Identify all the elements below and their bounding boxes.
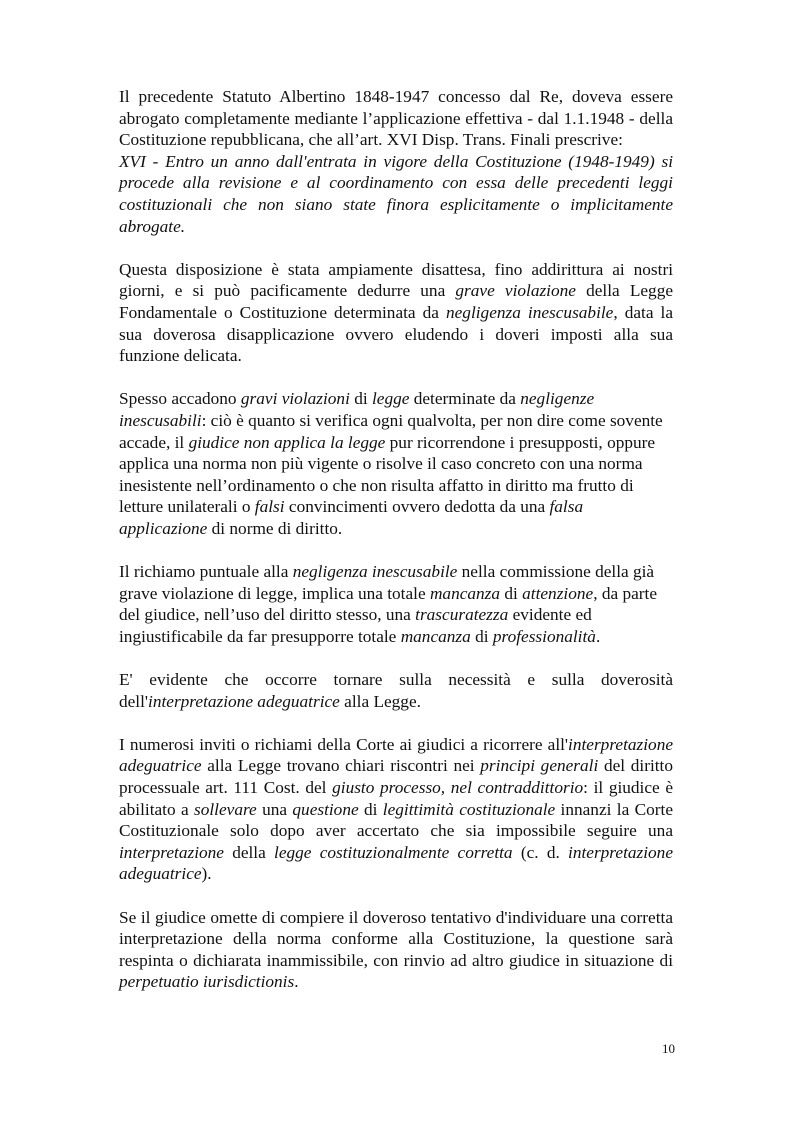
text-run: Spesso accadono xyxy=(119,389,241,409)
paragraph-gap xyxy=(119,712,673,734)
paragraph-4 xyxy=(119,388,673,539)
text-run: di xyxy=(349,389,372,409)
text-run: una xyxy=(256,799,293,819)
text-run: , data la sua doverosa disapplicazione ovvero eludendo i doveri imposti alla sua funzione delicata. xyxy=(119,302,674,366)
text-run: ). xyxy=(201,864,212,884)
text-run: E' evidente che occorre tornare sulla necessità e sulla doverosità dell' xyxy=(119,670,673,711)
italic-run: mancanza xyxy=(400,626,471,646)
text-run: di xyxy=(358,799,383,819)
italic-run: professionalità xyxy=(492,626,596,646)
italic-run: interpretazione adeguatrice xyxy=(119,734,673,776)
paragraph-7 xyxy=(119,734,673,885)
text-run: Il precedente Statuto Albertino 1848-1947 concesso dal Re, doveva essere abrogato completamente mediante l’applicazione effettiva - dal 1.1.1948 - della Costituzione repubblicana, che all’art. XVI Disp. Trans. Finali prescrive: xyxy=(119,87,673,150)
paragraph-6 xyxy=(119,669,673,712)
italic-run: falsa applicazione xyxy=(119,497,584,538)
text-run: nella commissione della già grave violazione di legge, implica una totale xyxy=(119,562,655,603)
italic-run: legge costituzionalmente corretta xyxy=(274,842,513,862)
text-run: Il richiamo puntuale alla xyxy=(119,562,293,582)
text-run: (c. d. xyxy=(512,842,569,862)
italic-run: negligenza inescusabile xyxy=(292,562,458,582)
text-run: convincimenti ovvero dedotta da una xyxy=(284,497,550,517)
text-run: . xyxy=(595,626,601,646)
italic-run: interpretazione adeguatrice xyxy=(148,691,340,711)
text-run: . xyxy=(294,972,299,992)
italic-run: principi generali xyxy=(480,756,599,776)
italic-run: sollevare xyxy=(194,799,257,819)
italic-run: trascuratezza xyxy=(415,605,509,625)
paragraph-gap xyxy=(119,885,673,907)
text-run: innanzi la Corte Costituzionale solo dopo aver accertato che sia impossibile seguire una xyxy=(119,799,673,841)
text-run: , da parte del giudice, nell’uso del diritto stesso, una xyxy=(119,583,657,625)
italic-run: interpretazione adeguatrice xyxy=(119,842,673,884)
paragraph-gap xyxy=(119,647,673,669)
italic-run: attenzione xyxy=(522,583,594,603)
text-run: determinate da xyxy=(409,389,521,409)
italic-run: grave violazione xyxy=(455,281,576,301)
text-run: Se il giudice omette di compiere il doveroso tentativo d'individuare una corretta interpretazione della norma conforme alla Costituzione, la questione sarà respinta o dichiarata inammissibile, con rinvio ad altro giudice in situazione di xyxy=(119,907,673,970)
text-run: pur ricorrendone i presupposti, oppure applica una norma non più vigente o risolve il caso concreto con una norma inesistente nell’ordinamento o che non risulta affatto in diritto ma frutto di letture unilaterali o xyxy=(119,432,656,517)
italic-run: questione xyxy=(292,799,359,819)
italic-run: giudice non applica la legge xyxy=(188,432,386,452)
text-run: Questa disposizione è stata ampiamente disattesa, fino addirittura ai nostri giorni, e si può pacificamente dedurre una xyxy=(119,259,673,301)
paragraph-gap xyxy=(119,237,673,259)
text-run: di norme di diritto. xyxy=(207,518,343,538)
text-run: alla Legge. xyxy=(339,691,421,711)
italic-run: gravi violazioni xyxy=(240,389,350,409)
italic-run: XVI - Entro un anno dall'entrata in vigore della Costituzione (1948-1949) si procede alla revisione e al coordinamento con essa delle precedenti leggi costituzionali che non siano state finora esplicitamente o implicitamente abrogate. xyxy=(119,151,673,236)
text-run: : ciò è quanto si verifica ogni qualvolta, per non dire come sovente accade, il xyxy=(119,410,663,452)
text-run: della xyxy=(223,842,275,862)
italic-run: perpetuatio iurisdictionis xyxy=(119,972,295,992)
text-run: della Legge Fondamentale o Costituzione determinata da xyxy=(119,281,673,322)
text-run: I numerosi inviti o richiami della Corte ai giudici a ricorrere all' xyxy=(119,734,569,754)
italic-run: interpretazione xyxy=(119,842,224,862)
paragraph-5 xyxy=(119,561,673,647)
text-run: di xyxy=(470,626,493,646)
text-run: del diritto processuale art. 111 Cost. del xyxy=(119,756,673,797)
document-body xyxy=(119,86,673,993)
paragraph-2 xyxy=(119,151,673,237)
italic-run: legge xyxy=(371,389,410,409)
italic-run: mancanza xyxy=(429,583,501,603)
italic-run: giusto processo, nel contraddittorio xyxy=(332,778,584,797)
paragraph-3 xyxy=(119,259,673,367)
text-run: : il giudice è abilitato a xyxy=(119,778,673,819)
page-number: 10 xyxy=(662,1041,675,1056)
italic-run: negligenza inescusabile xyxy=(446,302,614,322)
paragraph-1 xyxy=(119,86,673,151)
paragraph-gap xyxy=(119,367,673,389)
text-run: di xyxy=(500,583,523,603)
paragraph-gap xyxy=(119,539,673,561)
text-run: evidente ed ingiustificabile da far presupporre totale xyxy=(119,605,592,646)
italic-run: falsi xyxy=(254,497,285,517)
text-run: alla Legge trovano chiari riscontri nei xyxy=(201,756,481,776)
italic-run: negligenze inescusabili xyxy=(119,389,595,430)
italic-run: legittimità costituzionale xyxy=(382,799,556,819)
paragraph-8 xyxy=(119,907,673,993)
